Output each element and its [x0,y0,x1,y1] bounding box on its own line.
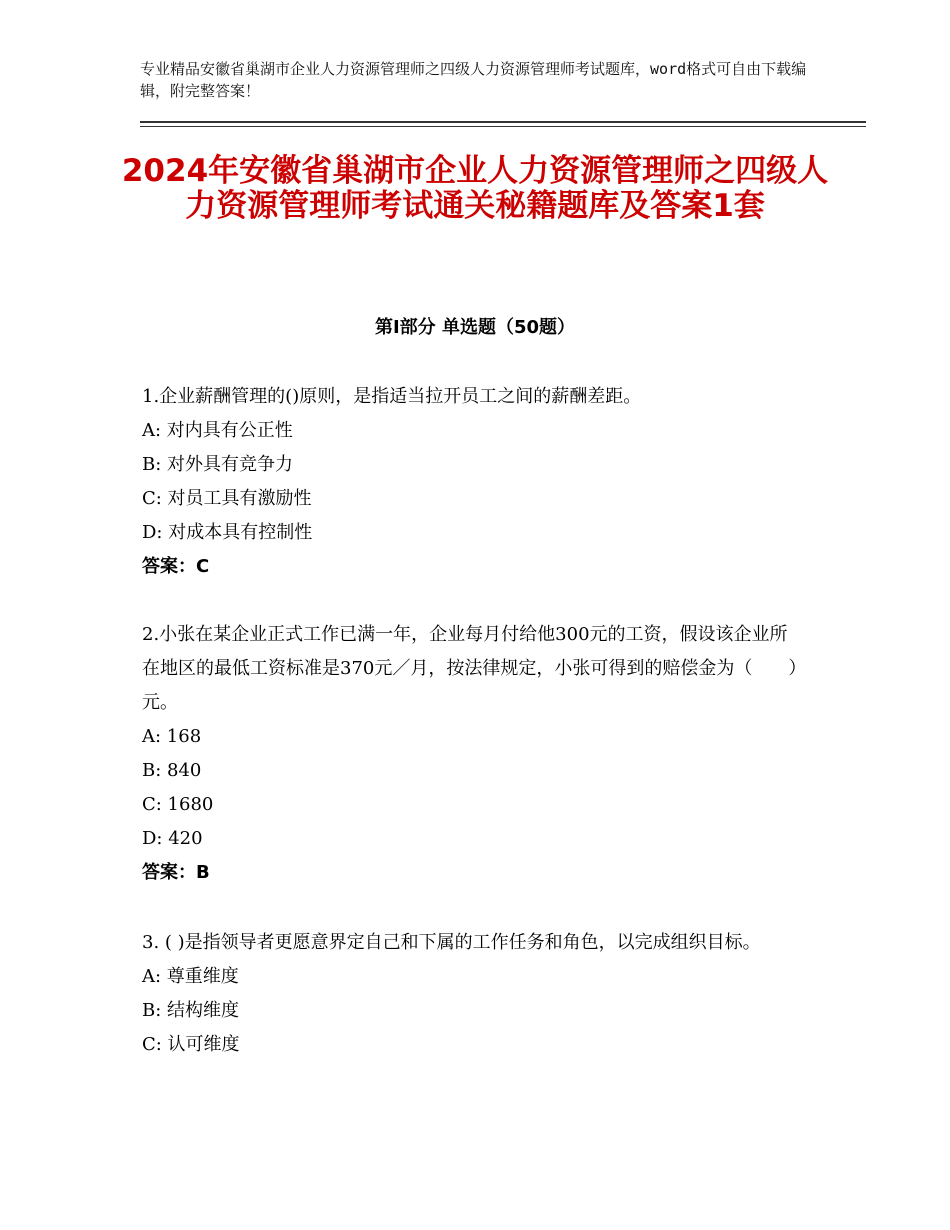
header-note: 专业精品安徽省巢湖市企业人力资源管理师之四级人力资源管理师考试题库，word格式可自由下载编辑，附完整答案！ [140,60,807,100]
option-b: B: 840 [142,760,202,781]
question-stem: 1.企业薪酬管理的()原则，是指适当拉开员工之间的薪酬差距。 [142,386,642,407]
question-1 [142,380,802,584]
answer-line: 答案：B [142,862,210,883]
question-stem: 2.小张在某企业正式工作已满一年，企业每月付给他300元的工资，假设该企业所在地区的最低工资标准是370元／月，按法律规定，小张可得到的赔偿金为（ ）元。 [142,624,798,713]
option-c: C: 1680 [142,794,214,815]
option-c: C: 对员工具有激励性 [142,488,312,509]
option-b: B: 对外具有竞争力 [142,454,294,475]
header-rule-thick [140,121,866,123]
question-stem: 3. ( )是指领导者更愿意界定自己和下属的工作任务和角色，以完成组织目标。 [142,932,761,953]
answer-line: 答案：C [142,556,210,577]
option-a: A: 168 [142,726,202,747]
question-2 [142,618,802,890]
option-a: A: 尊重维度 [142,966,239,987]
document-title: 2024年安徽省巢湖市企业人力资源管理师之四级人力资源管理师考试通关秘籍题库及答案1套 [121,153,829,224]
option-b: B: 结构维度 [142,1000,240,1021]
section-heading: 第Ⅰ部分 单选题（50题） [374,317,575,338]
header-rule-thin [140,126,866,127]
option-d: D: 420 [142,828,203,849]
option-c: C: 认可维度 [142,1034,240,1055]
option-d: D: 对成本具有控制性 [142,522,313,543]
question-3 [142,926,802,1062]
option-a: A: 对内具有公正性 [142,420,293,441]
